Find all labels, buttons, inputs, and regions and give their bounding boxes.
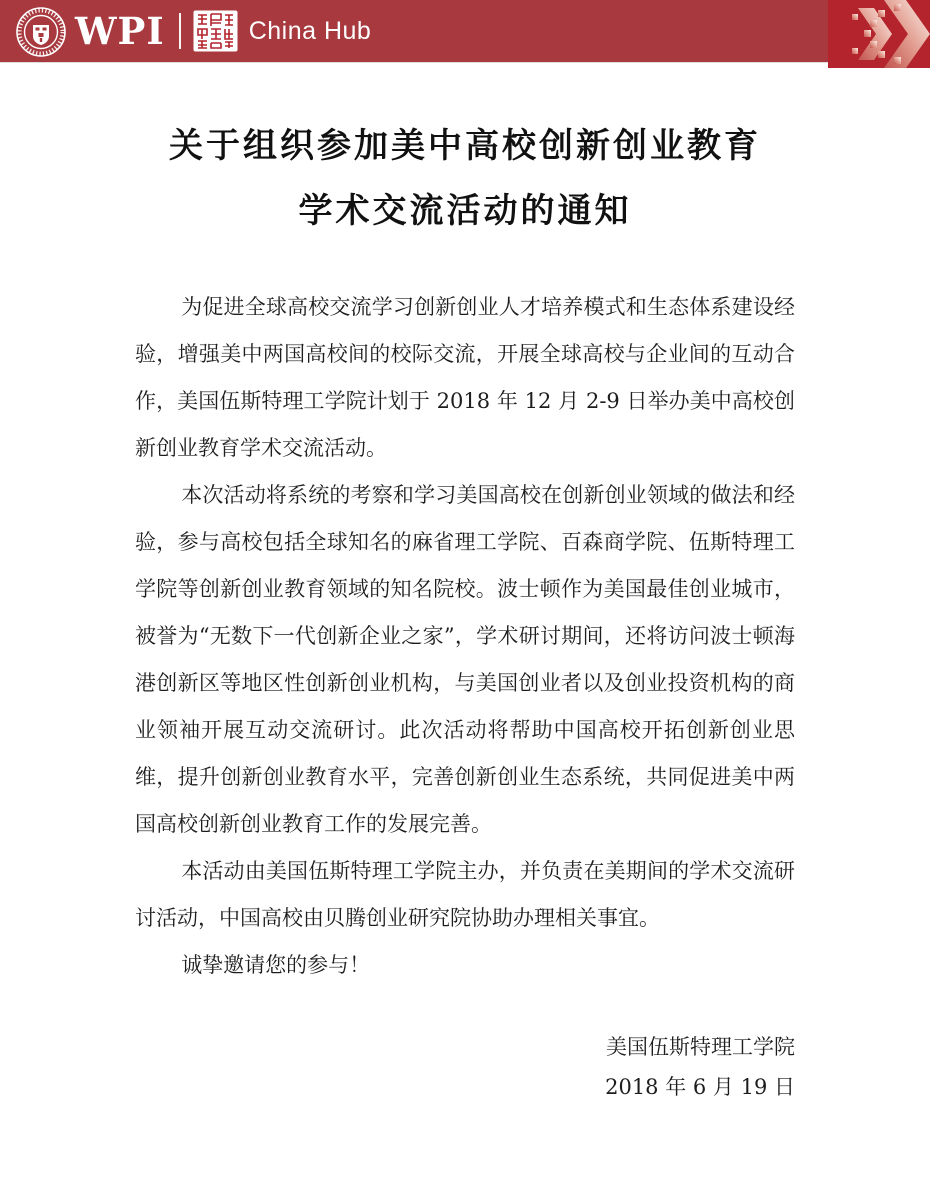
china-hub-label: China Hub <box>248 16 372 45</box>
signature-organization: 美国伍斯特理工学院 <box>606 1035 795 1059</box>
header-divider <box>179 13 181 49</box>
document-content <box>135 62 795 1107</box>
header-banner <box>0 0 930 62</box>
paragraph-1: 为促进全球高校交流学习创新创业人才培养模式和生态体系建设经验，增强美中两国高校间的校际交流，开展全球高校与企业间的互动合作，美国伍斯特理工学院计划于 2018 年 12 月 2-9 日举办美中高校创新创业教育学术交流活动。 <box>135 295 795 460</box>
signature-block <box>135 1027 795 1107</box>
title-line-2: 学术交流活动的通知 <box>298 192 632 230</box>
paragraph-2: 本次活动将系统的考察和学习美国高校在创新创业领域的做法和经验，参与高校包括全球知名的麻省理工学院、百森商学院、伍斯特理工学院等创新创业教育领域的知名院校。波士顿作为美国最佳创业城市，被誉为“无数下一代创新企业之家”，学术研讨期间，还将访问波士顿海港创新区等地区性创新创业机构，与美国创业者以及创业投资机构的商业领袖开展互动交流研讨。此次活动将帮助中国高校开拓创新创业思维，提升创新创业教育水平，完善创新创业生态系统，共同促进美中两国高校创新创业教育工作的发展完善。 <box>135 483 795 836</box>
accent-square <box>828 0 930 68</box>
header-banner-content <box>0 0 930 62</box>
title-line-1: 关于组织参加美中高校创新创业教育 <box>169 127 761 165</box>
chevron-arrows-icon <box>828 0 930 68</box>
china-hub-seal-icon <box>193 10 238 52</box>
paragraph-4-closing: 诚挚邀请您的参与！ <box>181 953 371 977</box>
wpi-wordmark: WPI <box>75 9 165 53</box>
paragraph-3: 本活动由美国伍斯特理工学院主办，并负责在美期间的学术交流研讨活动，中国高校由贝腾创业研究院协助办理相关事宜。 <box>135 859 795 930</box>
document-body <box>135 284 795 989</box>
wpi-seal-icon <box>16 7 66 57</box>
document-title <box>135 114 795 244</box>
signature-date: 2018 年 6 月 19 日 <box>605 1075 795 1099</box>
